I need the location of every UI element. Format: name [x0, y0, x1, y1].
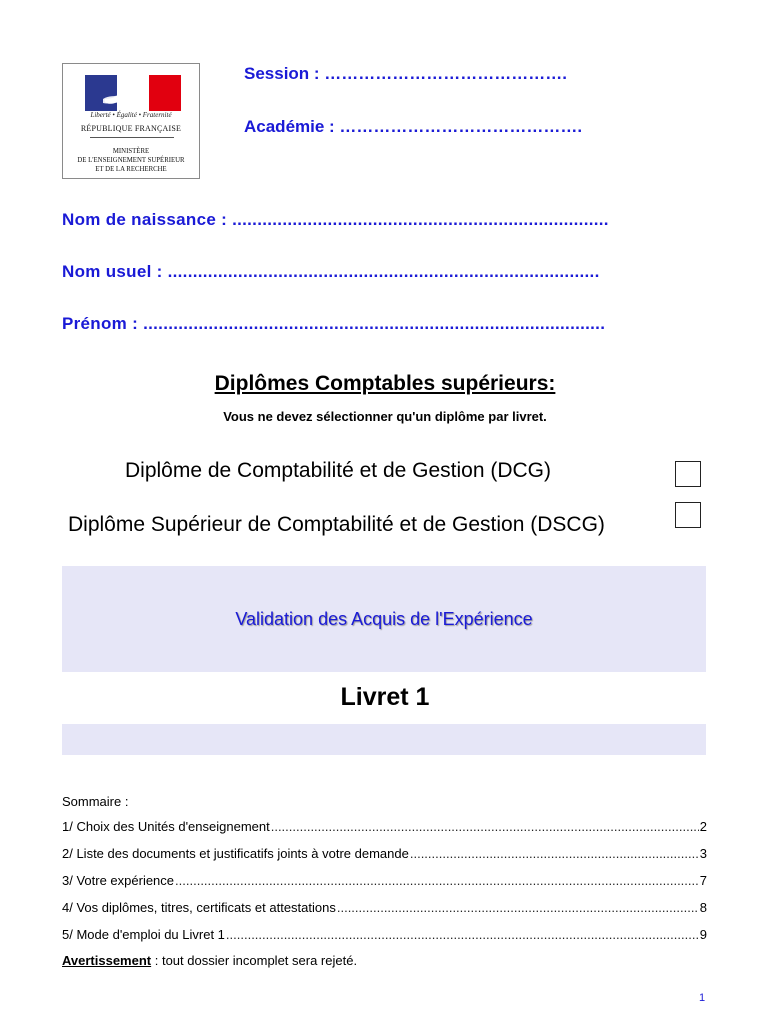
toc-item-text: 1/ Choix des Unités d'enseignement	[62, 819, 270, 834]
livret-bar	[62, 724, 706, 755]
toc-item-page: 7	[699, 873, 707, 888]
toc-leader	[175, 873, 699, 888]
academie-field[interactable]: Académie : …………………………………….	[244, 117, 583, 136]
dcg-checkbox[interactable]	[675, 461, 701, 487]
dscg-option-label: Diplôme Supérieur de Comptabilité et de Gestion (DSCG)	[68, 513, 605, 536]
toc-item-page: 2	[699, 819, 707, 834]
page-number: 1	[699, 992, 706, 1004]
prenom-field[interactable]: Prénom : ............................................................................................	[62, 314, 606, 333]
toc-item	[62, 899, 707, 915]
toc-item-text: 5/ Mode d'emploi du Livret 1	[62, 927, 225, 942]
livret-title: Livret 1	[340, 683, 430, 711]
logo-motto: Liberté • Égalité • Fraternité	[90, 111, 172, 119]
marianne-flag-icon	[85, 75, 181, 111]
dcg-option-label: Diplôme de Comptabilité et de Gestion (DCG)	[125, 459, 552, 482]
warning-label: Avertissement	[62, 953, 152, 968]
toc-item	[62, 926, 707, 942]
ministry-line-3: ET DE LA RECHERCHE	[95, 166, 167, 173]
toc-item	[62, 818, 707, 834]
warning-text	[62, 953, 357, 968]
toc-item-text: 4/ Vos diplômes, titres, certificats et attestations	[62, 900, 336, 915]
logo-divider	[90, 137, 174, 138]
toc-item	[62, 845, 707, 861]
nom-naissance-field[interactable]: Nom de naissance : ...........................................................................	[62, 210, 609, 229]
toc-item-page: 9	[699, 927, 707, 942]
nom-usuel-field[interactable]: Nom usuel : ......................................................................................	[62, 262, 600, 281]
vae-banner	[62, 566, 706, 672]
logo-republic-name: RÉPUBLIQUE FRANÇAISE	[80, 124, 182, 133]
toc-item-text: 3/ Votre expérience	[62, 873, 175, 888]
diplomas-note: Vous ne devez sélectionner qu'un diplôme par livret.	[223, 409, 547, 424]
toc-leader	[226, 927, 699, 942]
session-field[interactable]: Session : …………………………………….	[244, 64, 568, 83]
ministry-line-2: DE L'ENSEIGNEMENT SUPÉRIEUR	[77, 157, 185, 164]
diplomas-title: Diplômes Comptables supérieurs:	[214, 372, 556, 395]
toc-item-text: 2/ Liste des documents et justificatifs joints à votre demande	[62, 846, 409, 861]
toc-leader	[271, 819, 699, 834]
logo-ministry	[63, 147, 199, 174]
toc-item-page: 3	[699, 846, 707, 861]
dscg-checkbox[interactable]	[675, 502, 701, 528]
toc-leader	[337, 900, 699, 915]
ministry-line-1: MINISTÈRE	[112, 148, 150, 155]
toc-heading: Sommaire :	[62, 794, 129, 809]
toc-item	[62, 872, 707, 888]
toc-leader	[410, 846, 699, 861]
warning-message: : tout dossier incomplet sera rejeté.	[151, 953, 358, 968]
toc-item-page: 8	[699, 900, 707, 915]
republique-francaise-logo	[62, 63, 200, 179]
vae-title: Validation des Acquis de l'Expérience	[235, 609, 533, 629]
